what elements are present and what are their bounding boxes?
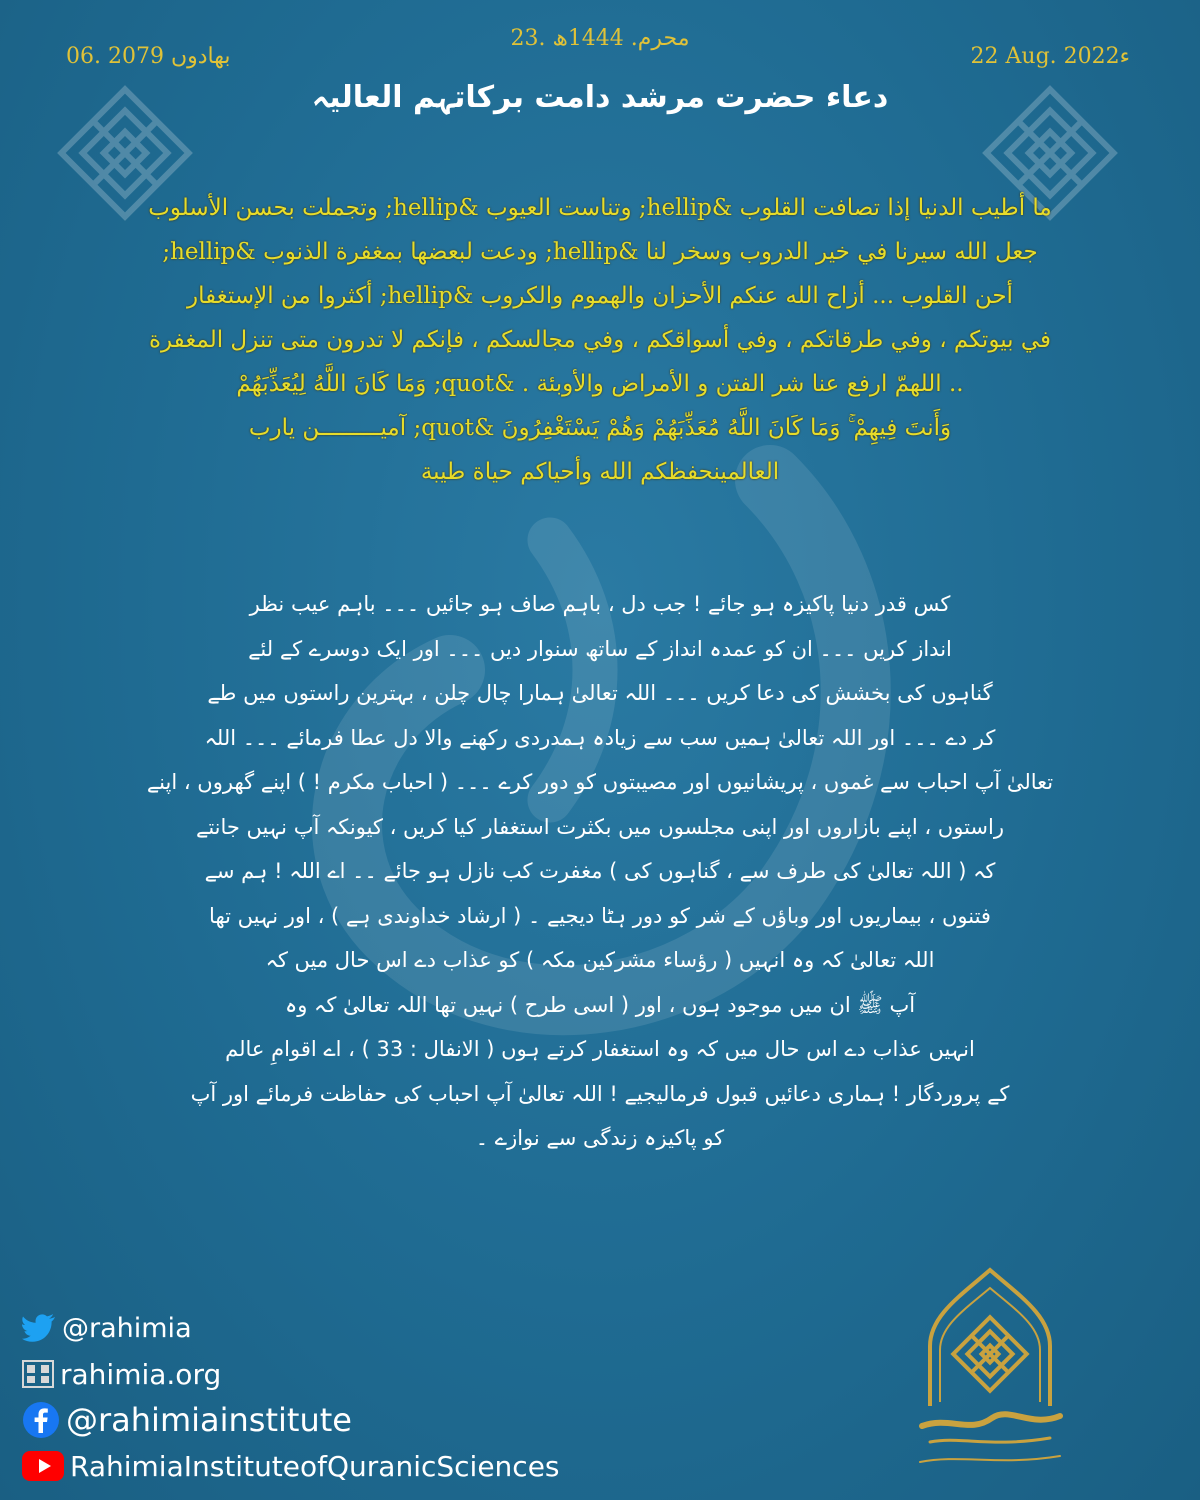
twitter-link[interactable] xyxy=(22,1305,560,1351)
urdu-line: کہ ( اللہ تعالیٰ کی طرف سے ، گناہوں کی ) مغفرت کب نازل ہو جائے ۔۔ اے اللہ ! ہم سے xyxy=(204,859,996,883)
urdu-line: کو پاکیزہ زندگی سے نوازے ۔ xyxy=(475,1126,725,1150)
urdu-translation xyxy=(120,582,1080,1161)
bikrami-date: 06. بھادوں 2079 xyxy=(66,44,231,69)
arabic-line: أحن القلوب ... أزاح الله عنكم الأحزان والهموم والكروب &hellip; أكثروا من الإستغفار xyxy=(187,283,1013,309)
urdu-line: اللہ تعالیٰ کہ وہ انہیں ( رؤساء مشرکین مکہ ) کو عذاب دے اس حال میں کہ xyxy=(265,948,935,972)
urdu-line: کے پروردگار ! ہماری دعائیں قبول فرمالیجیے ! اللہ تعالیٰ آپ احباب کی حفاظت فرمائے اور آپ xyxy=(190,1081,1010,1106)
urdu-line: تعالیٰ آپ احباب سے غموں ، پریشانیوں اور مصیبتوں کو دور کرے ۔۔۔ ( احباب مکرم ! ) اپنے گھروں ، اپنے xyxy=(146,770,1054,794)
youtube-icon xyxy=(22,1451,64,1481)
website-link[interactable] xyxy=(22,1351,560,1397)
urdu-line: انداز کریں ۔۔۔ ان کو عمدہ انداز کے ساتھ سنوار دیں ۔۔۔ اور ایک دوسرے کے لئے xyxy=(248,636,952,661)
urdu-line: آپ ﷺ ان میں موجود ہوں ، اور ( اسی طرح ) نہیں تھا اللہ تعالیٰ کہ وہ xyxy=(284,992,916,1017)
youtube-channel: RahimiaInstituteofQuranicSciences xyxy=(70,1449,560,1483)
arabic-line: جعل الله سيرنا في خير الدروب وسخر لنا &hellip; ودعت لبعضها بمغفرة الذنوب &hellip; xyxy=(162,239,1038,265)
website-url: rahimia.org xyxy=(60,1357,222,1391)
urdu-line: کر دے ۔۔۔ اور اللہ تعالیٰ ہمیں سب سے زیادہ ہمدردی رکھنے والا دل عطا فرمائے ۔۔۔ اللہ xyxy=(204,725,996,750)
urdu-line: انہیں عذاب دے اس حال میں کہ وہ استغفار کرتے ہوں ( الانفال : 33 ) ، اے اقوامِ عالم xyxy=(225,1037,975,1061)
arabic-line: .. اللهمّ ارفع عنا شر الفتن و الأمراض والأوبئة . &quot; وَمَا كَانَ اللَّهُ لِيُعَذِّبَهُمْ xyxy=(236,371,964,397)
social-links xyxy=(22,1305,560,1489)
facebook-icon xyxy=(22,1401,60,1439)
arabic-line: في بيوتكم ، وفي طرقاتكم ، وفي أسواقكم ، وفي مجالسكم ، فإنكم لا تدرون متى تنزل المغفرة xyxy=(148,327,1052,353)
arabic-dua xyxy=(110,186,1090,494)
website-grid-icon xyxy=(22,1360,54,1388)
arabic-line: ما أطيب الدنيا إذا تصافت القلوب &hellip; وتناست العيوب &hellip; وتجملت بحسن الأسلوب xyxy=(148,195,1052,221)
page-title: دعاء حضرت مرشد دامت برکاتہم العالیہ xyxy=(311,80,889,115)
urdu-line: گناہوں کی بخشش کی دعا کریں ۔۔۔ اللہ تعالیٰ ہمارا چال چلن ، بہترین راستوں میں طے xyxy=(207,681,993,705)
gregorian-date: 22 Aug. 2022ء xyxy=(970,44,1130,69)
twitter-handle: @rahimia xyxy=(62,1312,192,1344)
facebook-link[interactable] xyxy=(22,1397,560,1443)
facebook-handle: @rahimiainstitute xyxy=(66,1401,352,1439)
arabic-line: العالمينحفظكم الله وأحياكم حياة طيبة xyxy=(420,459,780,485)
arabic-line: وَأَنتَ فِيهِمْ ۚ وَمَا كَانَ اللَّهُ مُعَذِّبَهُمْ وَهُمْ يَسْتَغْفِرُونَ &quot; آميـــــــــن يارب xyxy=(248,415,952,441)
rahimia-institute-logo xyxy=(900,1266,1080,1476)
hijri-date: 23. محرم. 1444ھ xyxy=(510,26,690,51)
urdu-line: راستوں ، اپنے بازاروں اور اپنی مجلسوں میں بکثرت استغفار کیا کریں ، کیونکہ آپ نہیں جانتے xyxy=(196,814,1004,839)
urdu-line: کس قدر دنیا پاکیزہ ہو جائے ! جب دل ، باہم صاف ہو جائیں ۔۔۔ باہم عیب نظر xyxy=(249,592,951,616)
twitter-icon xyxy=(22,1314,56,1342)
youtube-link[interactable] xyxy=(22,1443,560,1489)
urdu-line: فتنوں ، بیماریوں اور وباؤں کے شر کو دور ہٹا دیجیے ۔ ( ارشاد خداوندی ہے ) ، اور نہیں تھا xyxy=(209,903,991,928)
